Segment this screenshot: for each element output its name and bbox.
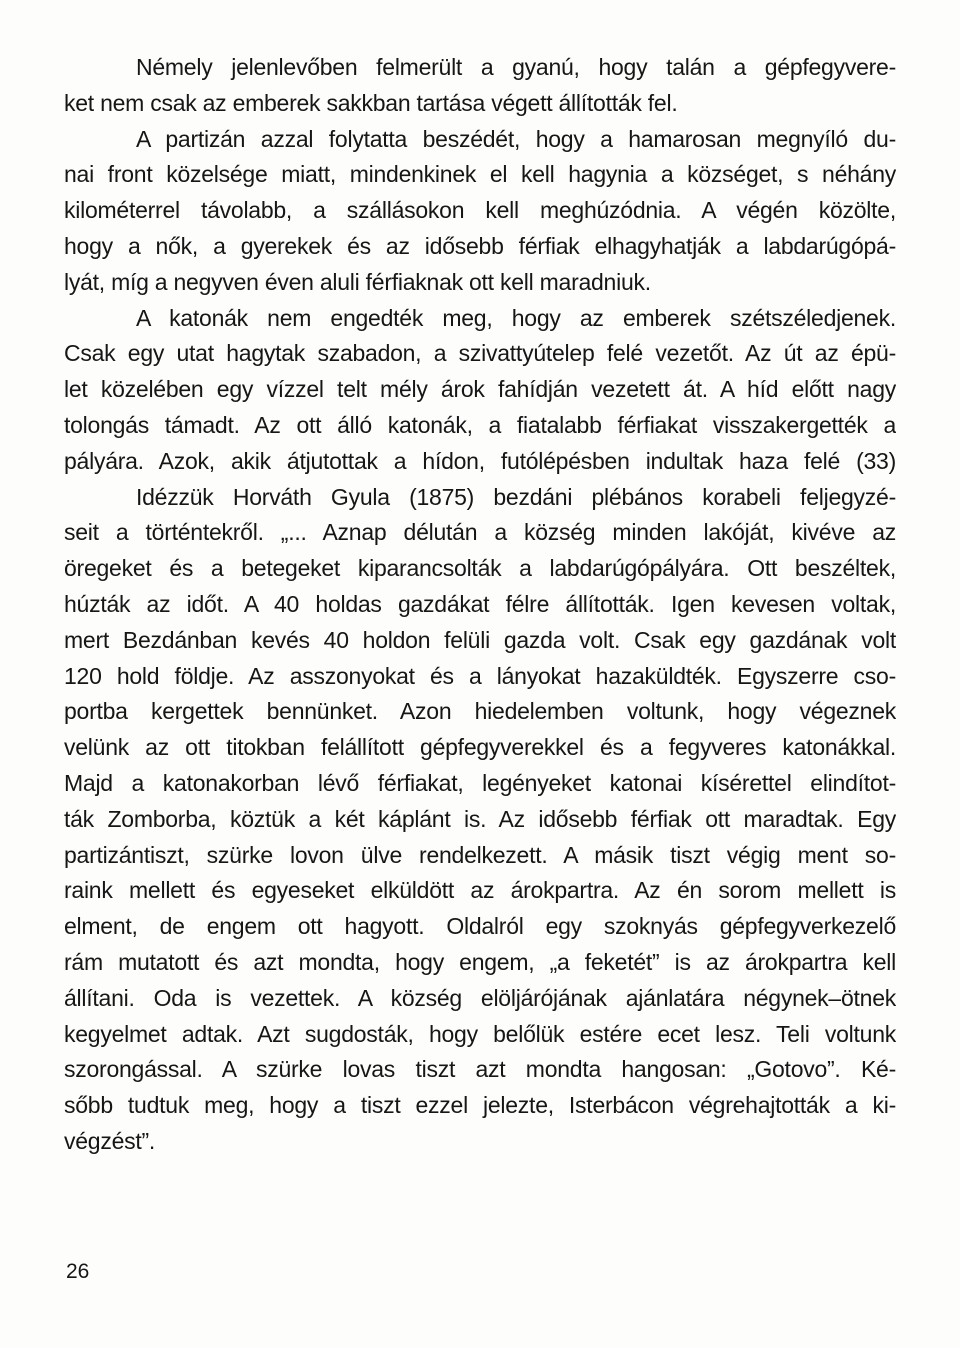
text-line: mert Bezdánban kevés 40 holdon felüli gazda volt. Csak egy gazdának volt [64, 626, 896, 653]
text-line: pályára. Azok, akik átjutottak a hídon, futólépésben indultak haza felé (33) [64, 447, 896, 474]
text-line: kegyelmet adtak. Azt sugdosták, hogy belőlük estére ecet lesz. Teli voltunk [64, 1020, 896, 1047]
text-line: szorongással. A szürke lovas tiszt azt mondta hangosan: „Gotovo”. Ké- [64, 1056, 896, 1083]
text-line: Némely jelenlevőben felmerült a gyanú, hogy talán a gépfegyvere- [136, 54, 896, 80]
text-line: Idézzük Horváth Gyula (1875) bezdáni plébános korabeli feljegyzé- [136, 483, 896, 510]
text-line: tolongás támadt. Az ott álló katonák, a fiatalabb férfiakat visszakergették a [64, 411, 896, 438]
text-line: végzést”. [64, 1127, 156, 1154]
text-line: húzták az időt. A 40 holdas gazdákat félre állították. Igen kevesen voltak, [64, 590, 896, 617]
text-line: nai front közelsége miatt, mindenkinek el kell hagynia a községet, s néhány [64, 161, 896, 188]
text-line: velünk az ott titokban felállított gépfegyverekkel és a fegyveres katonákkal. [64, 734, 896, 761]
text-line: ták Zomborba, köztük a két káplánt is. Az idősebb férfiak ott maradtak. Egy [64, 805, 896, 832]
body-text [64, 50, 896, 1160]
text-line: raink mellett és egyeseket elküldött az árokpartra. Az én sorom mellett is [64, 877, 896, 904]
text-line: seit a történtekről. „... Aznap délután a község minden lakóját, kivéve az [64, 519, 896, 546]
text-line: A partizán azzal folytatta beszédét, hogy a hamarosan megnyíló du- [136, 125, 896, 152]
text-line: Csak egy utat hagytak szabadon, a szivattyútelep felé vezetőt. Az út az épü- [64, 340, 896, 367]
text-line: Majd a katonakorban lévő férfiakat, legényeket katonai kísérettel elindítot- [64, 769, 896, 796]
page-number: 26 [66, 1260, 90, 1283]
text-line: rám mutatott és azt mondta, hogy engem, „a feketét” is az árokpartra kell [64, 948, 896, 975]
text-line: sőbb tudtuk meg, hogy a tiszt ezzel jelezte, Isterbácon végrehajtották a ki- [64, 1092, 896, 1119]
text-line: portba kergettek bennünket. Azon hiedelemben voltunk, hogy végeznek [64, 698, 896, 725]
text-line: öregeket és a betegeket kiparancsolták a labdarúgópályára. Ott beszéltek, [64, 555, 896, 582]
text-line: elment, de engem ott hagyott. Oldalról egy szoknyás gépfegyverkezelő [64, 913, 896, 940]
text-line: hogy a nők, a gyerekek és az idősebb férfiak elhagyhatják a labdarúgópá- [64, 232, 896, 259]
text-line: lyát, míg a negyven éven aluli férfiaknak ott kell maradniuk. [64, 268, 651, 295]
text-line: 120 hold földje. Az asszonyokat és a lányokat hazaküldték. Egyszerre cso- [64, 662, 896, 689]
text-line: kilométerrel távolabb, a szállásokon kell meghúzódnia. A végén közölte, [64, 197, 896, 224]
text-line: ket nem csak az emberek sakkban tartása végett állították fel. [64, 89, 678, 116]
text-line: A katonák nem engedték meg, hogy az emberek szétszéledjenek. [136, 304, 896, 331]
text-line: partizántiszt, szürke lovon ülve rendelkezett. A másik tiszt végig ment so- [64, 841, 896, 868]
text-line: let közelében egy vízzel telt mély árok fahídján vezetett át. A híd előtt nagy [64, 376, 896, 403]
text-line: állítani. Oda is vezettek. A község elöljárójának ajánlatára négynek–ötnek [64, 984, 896, 1011]
